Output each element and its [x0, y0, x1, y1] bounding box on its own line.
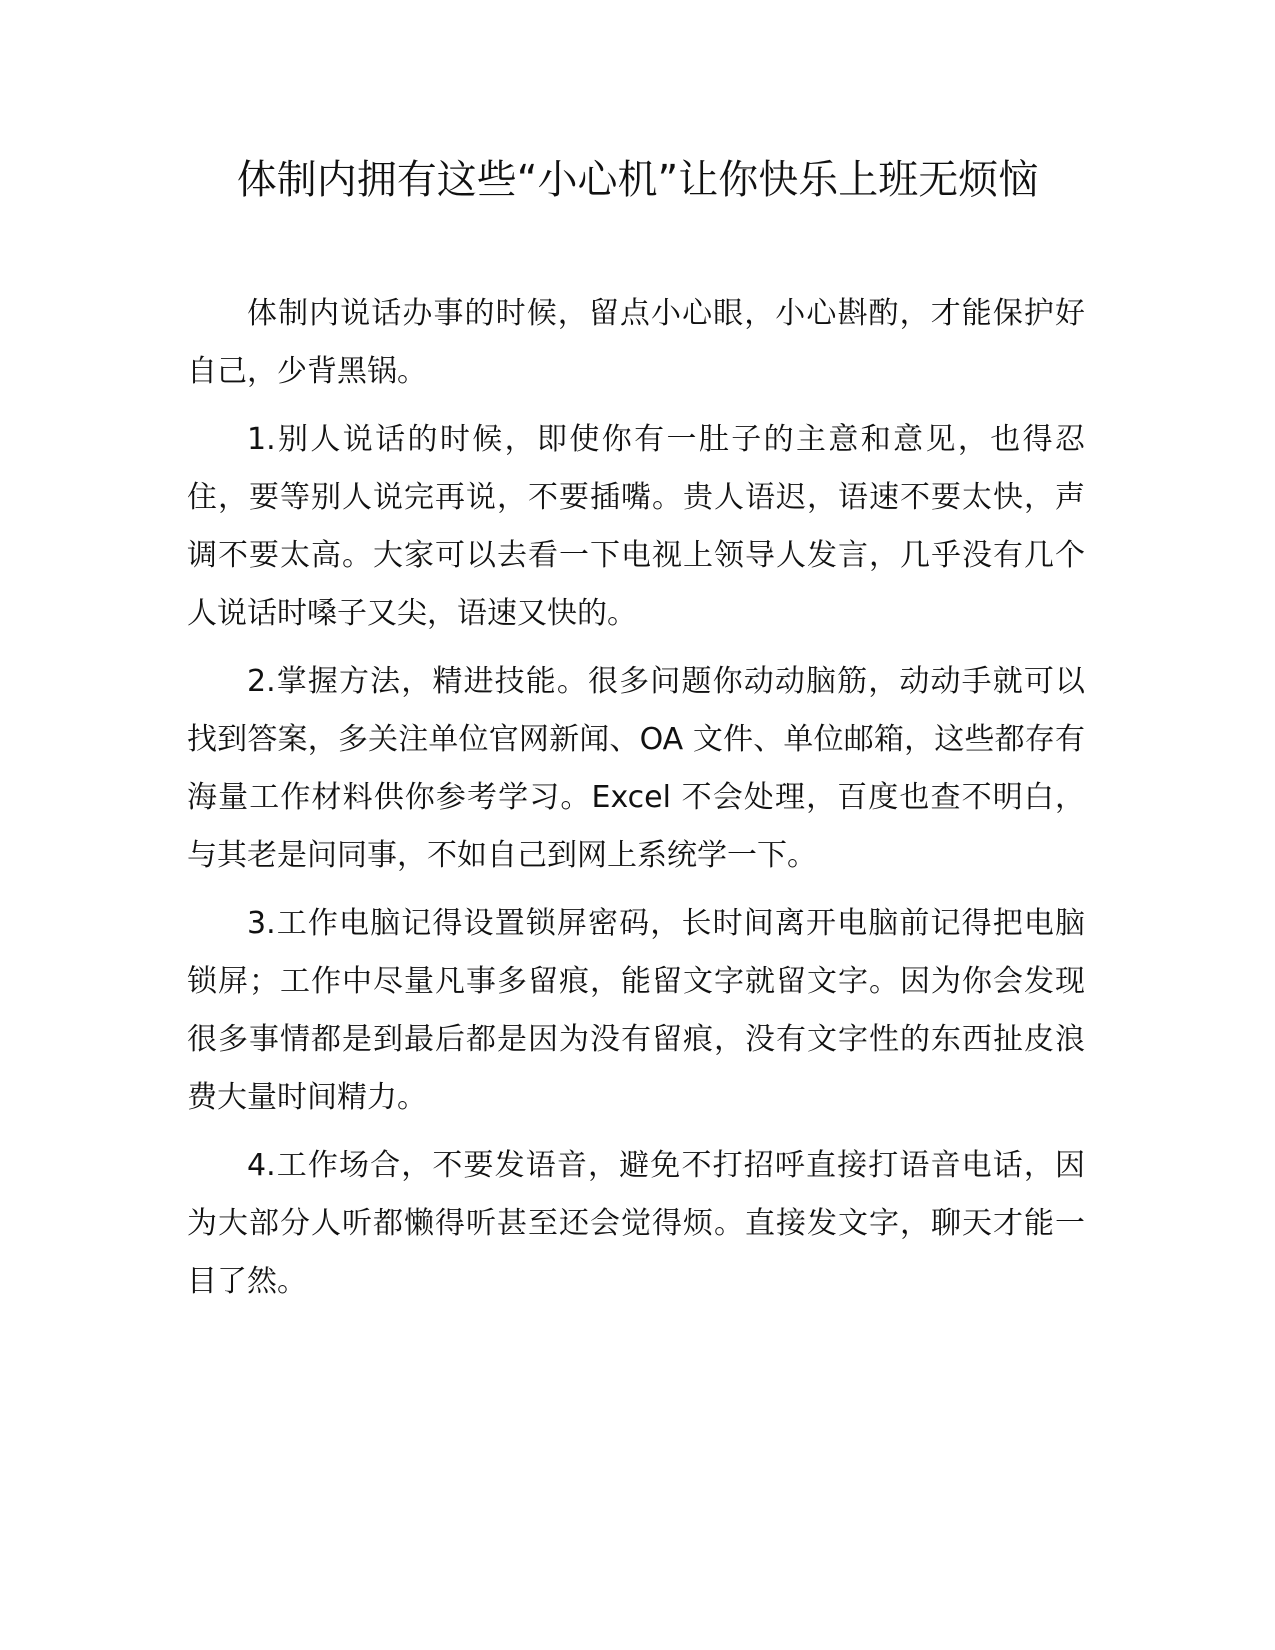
document-title: 体制内拥有这些“小心机”让你快乐上班无烦恼: [236, 157, 1039, 203]
intro-paragraph: 体制内说话办事的时候，留点小心眼，小心斟酌，才能保护好自己，少背黑锅。: [187, 296, 1085, 389]
tip-paragraph-4: 4.工作场合，不要发语音，避免不打招呼直接打语音电话，因为大部分人听都懒得听甚至还会觉得烦。直接发文字，聊天才能一目了然。: [187, 1148, 1085, 1299]
tip-paragraph-2: 2.掌握方法，精进技能。很多问题你动动脑筋，动动手就可以找到答案，多关注单位官网新闻、OA 文件、单位邮箱，这些都存有海量工作材料供你参考学习。Excel 不会处理，百度也查不明白，与其老是问同事，不如自己到网上系统学一下。: [187, 664, 1085, 873]
tip-paragraph-1: 1.别人说话的时候，即使你有一肚子的主意和意见，也得忍住，要等别人说完再说，不要插嘴。贵人语迟，语速不要太快，声调不要太高。大家可以去看一下电视上领导人发言，几乎没有几个人说话时嗓子又尖，语速又快的。: [187, 422, 1085, 631]
document-body: [187, 285, 1085, 1311]
tip-paragraph-3: 3.工作电脑记得设置锁屏密码，长时间离开电脑前记得把电脑锁屏；工作中尽量凡事多留痕，能留文字就留文字。因为你会发现很多事情都是到最后都是因为没有留痕，没有文字性的东西扯皮浪费大量时间精力。: [187, 906, 1085, 1115]
